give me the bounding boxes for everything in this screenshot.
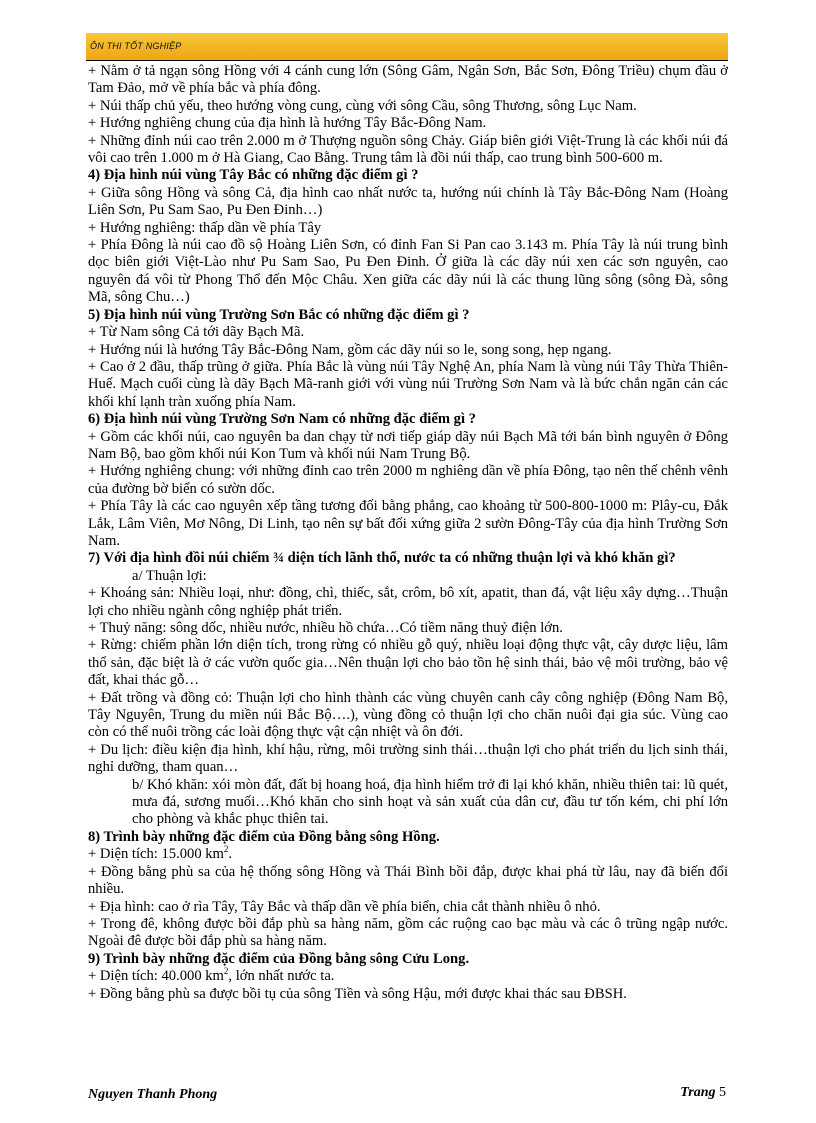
body-paragraph: + Phía Tây là các cao nguyên xếp tầng tương đối bằng phẳng, cao khoảng từ 500-800-1000 m: Plây-cu, Đắk Lắk, Lâm Viên, Mơ Nông, Di Linh, tạo nên sự bất đối xứng giữa 2 sườn Đông-Tây của địa hình Trường Sơn Nam. — [88, 498, 728, 549]
body-paragraph: + Giữa sông Hồng và sông Cả, địa hình cao nhất nước ta, hướng núi chính là Tây Bắc-Đông Nam (Hoàng Liên Sơn, Pu Sam Sao, Pu Đen Đinh…) — [88, 184, 728, 219]
body-paragraph: + Đồng bằng phù sa được bồi tụ của sông Tiền và sông Hậu, mới được khai thác sau ĐBSH. — [88, 985, 627, 1002]
subheading-paragraph: b/ Khó khăn: xói mòn đất, đất bị hoang hoá, địa hình hiểm trở đi lại khó khăn, nhiều thiên tai: lũ quét, mưa đá, sương muối…Khó khăn cho sinh hoạt và sản xuất của dân cư, đầu tư tốn kém, chi phí lớn cho phòng và khắc phục thiên tai. — [132, 776, 728, 828]
body-paragraph: + Trong đê, không được bồi đắp phù sa hàng năm, gồm các ruộng cao bạc màu và các ô trũng ngập nước. Ngoài đê được bồi đắp phù sa hàng năm. — [88, 915, 728, 950]
question-heading: 7) Với địa hình đồi núi chiếm ¾ diện tích lãnh thổ, nước ta có những thuận lợi và khó khăn gì? — [88, 550, 676, 567]
question-heading: 6) Địa hình núi vùng Trường Sơn Nam có những đặc điểm gì ? — [88, 411, 476, 428]
body-paragraph: + Hướng nghiêng chung: với những đỉnh cao trên 2000 m nghiêng dần về phía Đông, tạo nên thế chênh vênh của đường bờ biển có sườn dốc. — [88, 463, 728, 497]
body-paragraph: + Hướng núi là hướng Tây Bắc-Đông Nam, gồm các dãy núi so le, song song, hẹp ngang. — [88, 341, 612, 358]
body-paragraph: + Địa hình: cao ở rìa Tây, Tây Bắc và thấp dần về phía biển, chia cắt thành nhiều ô nhỏ. — [88, 898, 601, 915]
header-rule — [86, 60, 728, 61]
question-heading: 5) Địa hình núi vùng Trường Sơn Bắc có những đặc điểm gì ? — [88, 306, 470, 323]
footer-page — [680, 1085, 726, 1101]
body-paragraph: + Du lịch: điều kiện địa hình, khí hậu, rừng, môi trường sinh thái…thuận lợi cho phát triển du lịch sinh thái, nghỉ dưỡng, tham quan… — [88, 741, 728, 776]
body-paragraph: + Từ Nam sông Cả tới dãy Bạch Mã. — [88, 324, 305, 341]
body-paragraph: + Những đỉnh núi cao trên 2.000 m ở Thượng nguồn sông Chảy. Giáp biên giới Việt-Trung là các khối núi đá vôi cao trên 1.000 m ở Hà Giang, Cao Bằng. Trung tâm là đồi núi thấp, cao trung bình 500-600 m. — [88, 132, 728, 167]
document-body — [88, 63, 728, 1003]
body-paragraph: + Khoáng sản: Nhiều loại, như: đồng, chì, thiếc, sắt, crôm, bô xít, apatit, than đá, vật liệu xây dựng…Thuận lợi cho nhiều ngành công nghiệp phát triển. — [88, 585, 728, 619]
subheading-paragraph: a/ Thuận lợi: — [132, 567, 207, 584]
body-paragraph: + Phía Đông là núi cao đồ sộ Hoàng Liên Sơn, có đỉnh Fan Si Pan cao 3.143 m. Phía Tây là núi trung bình dọc biên giới Việt-Lào như Pu Sam Sao, Pu Đen Đinh. Ở giữa là các dãy núi xen các sơn nguyên, cao nguyên đá vôi từ Phong Thổ đến Mộc Châu. Xen giữa các dãy núi là các thung lũng sông (sông Đà, sông Mã, sông Chu…) — [88, 237, 728, 306]
body-paragraph: + Diện tích: 40.000 $km^2$, lớn nhất nước ta. — [88, 966, 335, 985]
page-number: 5 — [719, 1085, 726, 1100]
body-paragraph: + Gồm các khối núi, cao nguyên ba dan chạy từ nơi tiếp giáp dãy núi Bạch Mã tới bán bình nguyên ở Đông Nam Bộ, bao gồm khối núi Kon Tum và khối núi Nam Trung Bộ. — [88, 428, 728, 462]
body-paragraph: + Đất trồng và đồng cỏ: Thuận lợi cho hình thành các vùng chuyên canh cây công nghiệp (Đông Nam Bộ, Tây Nguyên, Trung du miền núi Bắc Bộ….), vùng đồng cỏ thuận lợi cho chăn nuôi đại gia súc. Vùng cao còn có thể nuôi trồng các loài động thực vật cận nhiệt và ôn đới. — [88, 689, 728, 741]
body-paragraph: + Thuỷ năng: sông dốc, nhiều nước, nhiều hồ chứa…Có tiềm năng thuỷ điện lớn. — [88, 620, 563, 636]
body-paragraph: + Cao ở 2 đầu, thấp trũng ở giữa. Phía Bắc là vùng núi Tây Nghệ An, phía Nam là vùng núi Tây Thừa Thiên-Huế. Mạch cuối cùng là dãy Bạch Mã-ranh giới với vùng núi Trường Sơn Nam và là bức chắn ngăn cản các khối khí lạnh tràn xuống phía Nam. — [88, 358, 728, 410]
header-title: ÔN THI TỐT NGHIỆP — [90, 41, 182, 51]
body-paragraph: + Rừng: chiếm phần lớn diện tích, trong rừng có nhiều gỗ quý, nhiều loại động thực vật, cây dược liệu, lâm thổ sản, đặc biệt là ở các vườn quốc gia…Nên thuận lợi cho bảo tồn hệ sinh thái, bảo vệ môi trường, bảo vệ đất, khai thác gỗ… — [88, 637, 728, 689]
question-heading: 8) Trình bày những đặc điểm của Đồng bằng sông Hồng. — [88, 828, 440, 845]
header-bar — [86, 33, 728, 60]
body-paragraph: + Diện tích: 15.000 $km^2$. — [88, 844, 233, 863]
page-label: Trang — [680, 1085, 716, 1100]
body-paragraph: + Hướng nghiêng chung của địa hình là hướng Tây Bắc-Đông Nam. — [88, 115, 487, 132]
question-heading: 9) Trình bày những đặc điểm của Đồng bằng sông Cửu Long. — [88, 950, 470, 967]
body-paragraph: + Đồng bằng phù sa của hệ thống sông Hồng và Thái Bình bồi đắp, được khai phá từ lâu, nay đã biến đổi nhiều. — [88, 863, 728, 898]
body-paragraph: + Hướng nghiêng: thấp dần về phía Tây — [88, 219, 322, 236]
footer-author: Nguyen Thanh Phong — [88, 1087, 218, 1102]
question-heading: 4) Địa hình núi vùng Tây Bắc có những đặc điểm gì ? — [88, 167, 419, 184]
body-paragraph: + Nằm ở tả ngạn sông Hồng với 4 cánh cung lớn (Sông Gâm, Ngân Sơn, Bắc Sơn, Đông Triều) chụm đầu ở Tam Đảo, mở về phía bắc và phía đông. — [88, 63, 728, 97]
body-paragraph: + Núi thấp chủ yếu, theo hướng vòng cung, cùng với sông Cầu, sông Thương, sông Lục Nam. — [88, 97, 637, 114]
